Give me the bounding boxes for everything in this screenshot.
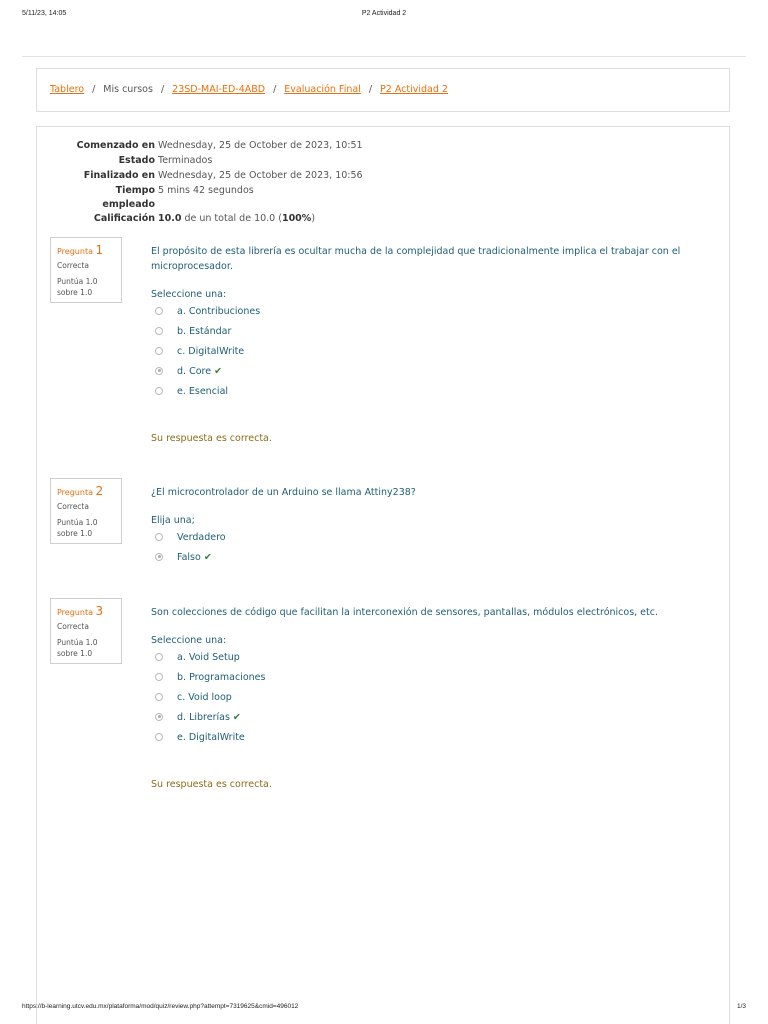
correct-check-icon: ✔ bbox=[214, 366, 223, 377]
radio-button[interactable] bbox=[155, 347, 163, 355]
question-text-2: ¿El microcontrolador de un Arduino se llama Attiny238? bbox=[151, 487, 416, 498]
question-info-3 bbox=[50, 598, 122, 664]
answer-option-selected[interactable]: d. Core ✔ bbox=[155, 365, 222, 379]
answer-option[interactable]: a. Contribuciones bbox=[155, 305, 260, 319]
breadcrumb-separator: / bbox=[160, 84, 165, 95]
grade-label: Calificación bbox=[93, 213, 155, 224]
radio-button-checked[interactable] bbox=[155, 553, 163, 561]
feedback-1: Su respuesta es correcta. bbox=[151, 433, 272, 444]
grade-value: 10.0 de un total de 10.0 (100%) bbox=[158, 213, 316, 224]
question-state: Correcta bbox=[57, 622, 89, 631]
answer-prompt-1: Seleccione una: bbox=[151, 289, 227, 300]
breadcrumb-separator: / bbox=[368, 84, 373, 95]
divider bbox=[22, 56, 746, 57]
page-number: 1/3 bbox=[736, 1003, 746, 1010]
answer-option[interactable]: e. Esencial bbox=[155, 385, 228, 399]
breadcrumb-text-mis-cursos: Mis cursos bbox=[103, 84, 153, 95]
radio-button[interactable] bbox=[155, 327, 163, 335]
time-value: 5 mins 42 segundos bbox=[158, 185, 254, 196]
quiz-review-region bbox=[36, 126, 730, 1024]
radio-button-checked[interactable] bbox=[155, 713, 163, 721]
answer-option-selected[interactable]: d. Librerías ✔ bbox=[155, 711, 241, 725]
print-date: 5/11/23, 14:05 bbox=[22, 10, 67, 17]
feedback-3: Su respuesta es correcta. bbox=[151, 779, 272, 790]
question-number: Pregunta 1 bbox=[57, 243, 104, 257]
correct-check-icon: ✔ bbox=[232, 712, 241, 723]
radio-button[interactable] bbox=[155, 307, 163, 315]
breadcrumb-separator: / bbox=[273, 84, 277, 95]
finished-value: Wednesday, 25 de October de 2023, 10:56 bbox=[158, 170, 363, 181]
question-info-1 bbox=[50, 237, 122, 303]
breadcrumb bbox=[50, 84, 448, 95]
question-number: Pregunta 3 bbox=[57, 604, 104, 618]
question-text-3: Son colecciones de código que facilitan la interconexión de sensores, pantallas, módulos electrónicos, etc. bbox=[151, 607, 658, 618]
breadcrumb-link-course[interactable]: 23SD-MAI-ED-4ABD bbox=[172, 84, 266, 95]
breadcrumb-link-actividad[interactable]: P2 Actividad 2 bbox=[380, 84, 448, 95]
answer-option[interactable]: b. Programaciones bbox=[155, 671, 265, 685]
radio-button-checked[interactable] bbox=[155, 367, 163, 375]
answer-option[interactable]: a. Void Setup bbox=[155, 651, 240, 665]
question-grade: Puntúa 1.0 sobre 1.0 bbox=[57, 277, 98, 297]
answer-option[interactable]: b. Estándar bbox=[155, 325, 231, 339]
question-info-2 bbox=[50, 478, 122, 544]
answer-option-selected[interactable]: Falso ✔ bbox=[155, 551, 212, 565]
question-text-1: El propósito de esta librería es ocultar mucha de la complejidad que tradicionalmente implica el trabajar con el microprocesador. bbox=[151, 246, 681, 272]
time-label: Tiempo empleado bbox=[102, 185, 155, 210]
print-url: https://b-learning.utcv.edu.mx/plataforma/mod/quiz/review.php?attempt=7319625&cmid=496012 bbox=[22, 1003, 299, 1010]
breadcrumb-separator: / bbox=[92, 84, 96, 95]
answer-option[interactable]: Verdadero bbox=[155, 531, 226, 545]
started-value: Wednesday, 25 de October de 2023, 10:51 bbox=[158, 140, 363, 151]
correct-check-icon: ✔ bbox=[203, 552, 212, 563]
question-grade: Puntúa 1.0 sobre 1.0 bbox=[57, 638, 98, 658]
radio-button[interactable] bbox=[155, 673, 163, 681]
state-value: Terminados bbox=[158, 155, 213, 166]
finished-label: Finalizado en bbox=[83, 170, 155, 181]
radio-button[interactable] bbox=[155, 693, 163, 701]
radio-button[interactable] bbox=[155, 387, 163, 395]
radio-button[interactable] bbox=[155, 733, 163, 741]
question-number: Pregunta 2 bbox=[57, 484, 104, 498]
answer-prompt-3: Seleccione una: bbox=[151, 635, 227, 646]
answer-option[interactable]: c. DigitalWrite bbox=[155, 345, 244, 359]
breadcrumb-link-evaluacion[interactable]: Evaluación Final bbox=[284, 84, 361, 95]
breadcrumb-container bbox=[36, 68, 730, 112]
answer-option[interactable]: c. Void loop bbox=[155, 691, 232, 705]
breadcrumb-link-tablero[interactable]: Tablero bbox=[50, 84, 85, 95]
radio-button[interactable] bbox=[155, 533, 163, 541]
started-label: Comenzado en bbox=[76, 140, 155, 151]
answer-option[interactable]: e. DigitalWrite bbox=[155, 731, 245, 745]
print-header bbox=[22, 10, 746, 22]
question-state: Correcta bbox=[57, 261, 89, 270]
state-label: Estado bbox=[118, 155, 155, 166]
question-grade: Puntúa 1.0 sobre 1.0 bbox=[57, 518, 98, 538]
print-title: P2 Actividad 2 bbox=[361, 10, 407, 17]
answer-prompt-2: Elija una; bbox=[151, 515, 195, 526]
radio-button[interactable] bbox=[155, 653, 163, 661]
question-state: Correcta bbox=[57, 502, 89, 511]
